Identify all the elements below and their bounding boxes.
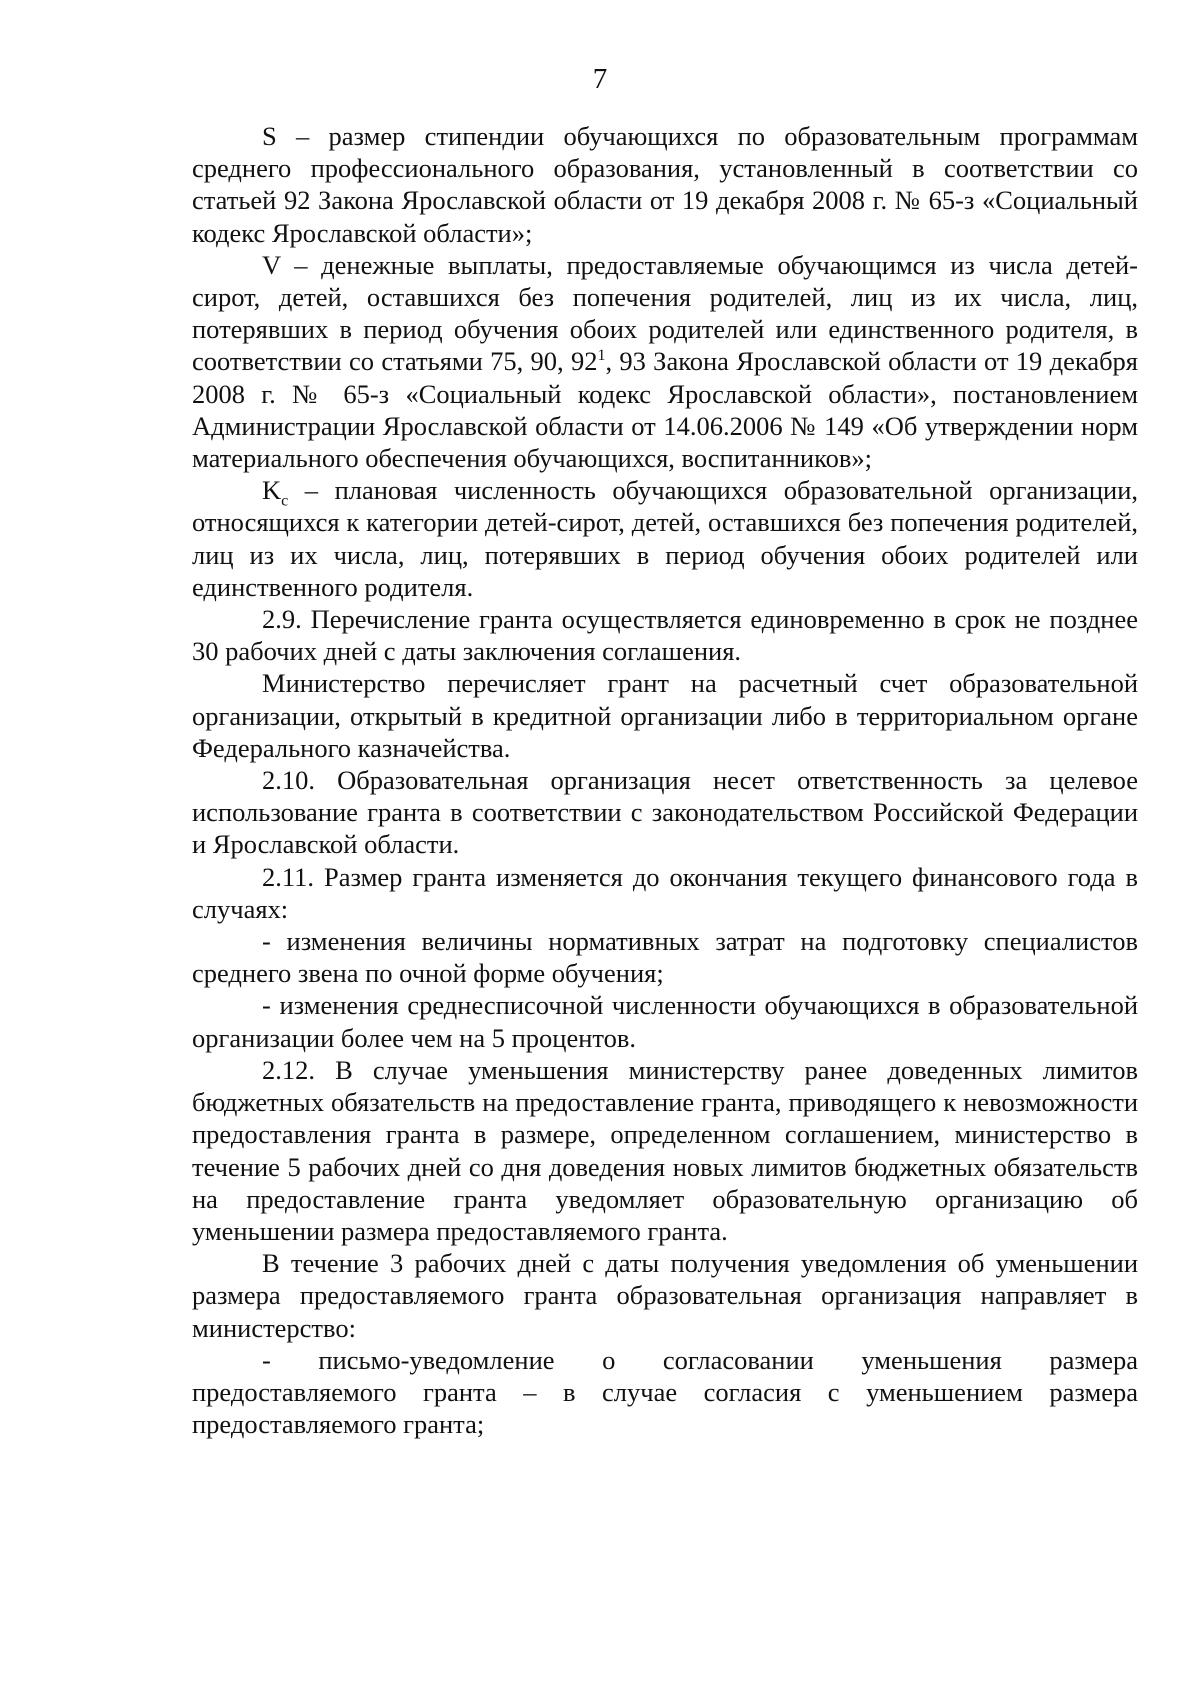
paragraph-2-9: 2.9. Перечисление гранта осуществляется единовременно в срок не позднее 30 рабочих дней с даты заключения соглашения. (192, 604, 1138, 667)
kc-subscript: c (281, 492, 289, 510)
kc-symbol: K (262, 475, 282, 506)
paragraph-2-10: 2.10. Образовательная организация несет ответственность за целевое использование гранта в соответствии с законодательством Российской Федерации и Ярославской области. (192, 765, 1138, 860)
list-item-consent-letter: - письмо-уведомление о согласовании уменьшения размера предоставляемого гранта – в случае согласия с уменьшением размера предоставляемого гранта; (192, 1344, 1138, 1440)
paragraph-2-12: 2.12. В случае уменьшения министерству ранее доведенных лимитов бюджетных обязательств на предоставление гранта, приводящего к невозможности предоставления гранта в размере, определенном соглашением, министерство в течение 5 рабочих дней со дня доведения новых лимитов бюджетных обязательств на предоставление гранта уведомляет образовательную организацию об уменьшении размера предоставляемого гранта. (192, 1054, 1138, 1246)
paragraph-kc-text: – плановая численность обучающихся образовательной организации, относящихся к категории детей-сирот, детей, оставшихся без попечения родителей, лиц из их числа, лиц, потерявших в период обучения обоих родителей или единственного родителя. (192, 475, 1138, 602)
paragraph-ministry-transfer: Министерство перечисляет грант на расчетный счет образовательной организации, открытый в кредитной организации либо в территориальном органе Федерального казначейства. (192, 668, 1138, 763)
paragraph-s-definition: S – размер стипендии обучающихся по образовательным программам среднего профессионального образования, установленный в соответствии со статьей 92 Закона Ярославской области от 19 декабря 2008 г. № 65-з «Социальный кодекс Ярославской области»; (192, 121, 1138, 248)
paragraph-v-definition (192, 249, 1138, 474)
paragraph-notification-response: В течение 3 рабочих дней с даты получения уведомления об уменьшении размера предоставляемого гранта образовательная организация направляет в министерство: (192, 1248, 1138, 1343)
paragraph-v-text-end: , 93 Закона Ярославской области от 19 декабря 2008 г. № 65-з «Социальный кодекс Ярославской области», постановлением Администрации Ярославской области от 14.06.2006 № 149 «Об утверждении норм материального обеспечения обучающихся, воспитанников»; (192, 346, 1138, 474)
paragraph-v-text-start: V – денежные выплаты, предоставляемые обучающимся из числа детей-сирот, детей, оставшихся без попечения родителей, лиц из их числа, лиц, потерявших в период обучения обоих родителей или единственного родителя, в соответствии со статьями 75, 90, 92 (192, 249, 1138, 377)
page-number: 7 (592, 63, 608, 95)
list-item-cost-change: - изменения величины нормативных затрат на подготовку специалистов среднего звена по очной форме обучения; (192, 926, 1138, 989)
paragraph-2-11: 2.11. Размер гранта изменяется до окончания текущего финансового года в случаях: (192, 861, 1138, 924)
list-item-headcount-change: - изменения среднесписочной численности обучающихся в образовательной организации более чем на 5 процентов. (192, 990, 1138, 1053)
paragraph-v-superscript: 1 (597, 347, 606, 365)
document-body (192, 120, 1138, 1440)
paragraph-kc-definition (192, 474, 1138, 603)
